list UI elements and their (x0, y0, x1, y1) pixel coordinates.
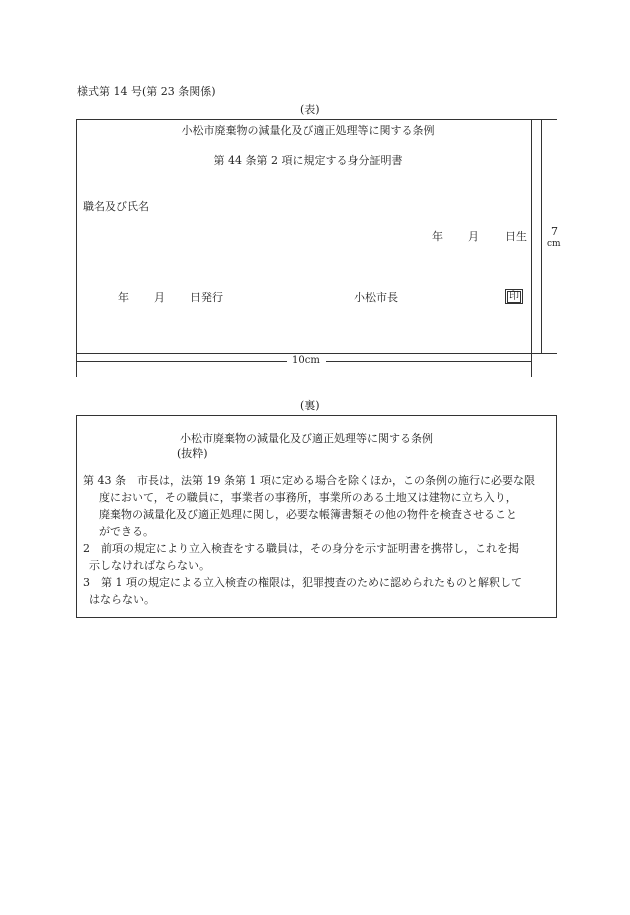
height-dimension-value: 7 (551, 225, 558, 238)
width-dimension-line-right (326, 361, 531, 362)
front-bottom-border (76, 353, 557, 354)
article-43-line-1: 第 43 条 市長は，法第 19 条第 1 項に定める場合を除くほか，この条例の施行に必要な限 (83, 474, 535, 487)
birth-month: 月 (468, 230, 479, 243)
paragraph-3 (83, 574, 555, 608)
paragraph-3-line-2: はならない。 (89, 593, 155, 606)
name-label: 職名及び氏名 (83, 200, 149, 213)
back-title: 小松市廃棄物の減量化及び適正処理等に関する条例 (180, 432, 433, 445)
form-number: 様式第 14 号(第 23 条関係) (77, 85, 216, 98)
front-side-label: (表) (300, 103, 320, 116)
birth-year: 年 (432, 230, 443, 243)
issue-year: 年 (118, 291, 129, 304)
paragraph-2-line-1: 2 前項の規定により立入検査をする職員は，その身分を示す証明書を携帯し，これを掲 (83, 542, 519, 555)
paragraph-2 (83, 540, 555, 574)
article-43-line-2: 度において，その職員に，事業者の事務所，事業所のある土地又は建物に立ち入り， (99, 491, 517, 504)
birth-day: 日生 (505, 230, 527, 243)
width-dimension-line-left (77, 361, 287, 362)
paragraph-3-line-1: 3 第 1 項の規定による立入検査の権限は，犯罪捜査のために認められたものと解釈して (83, 576, 522, 589)
seal-text: 印 (509, 291, 519, 302)
paragraph-2-line-2: 示しなければならない。 (89, 559, 210, 572)
article-43-line-4: ができる。 (99, 525, 154, 538)
issuer: 小松市長 (354, 291, 398, 304)
article-43-line-3: 廃棄物の減量化及び適正処理に関し，必要な帳簿書類その他の物件を検査させること (99, 508, 517, 521)
front-top-border (76, 119, 557, 120)
front-title: 小松市廃棄物の減量化及び適正処理等に関する条例 (181, 124, 435, 137)
excerpt-label: (抜粋) (177, 447, 208, 460)
front-subtitle: 第 44 条第 2 項に規定する身分証明書 (213, 154, 403, 167)
back-side-label: (裏) (300, 399, 320, 412)
issue-month: 月 (154, 291, 165, 304)
seal-mark (505, 289, 523, 304)
width-dimension-value: 10cm (292, 355, 320, 366)
issue-day: 日発行 (190, 291, 223, 304)
article-43 (83, 472, 555, 540)
height-dimension-unit: cm (547, 239, 561, 249)
